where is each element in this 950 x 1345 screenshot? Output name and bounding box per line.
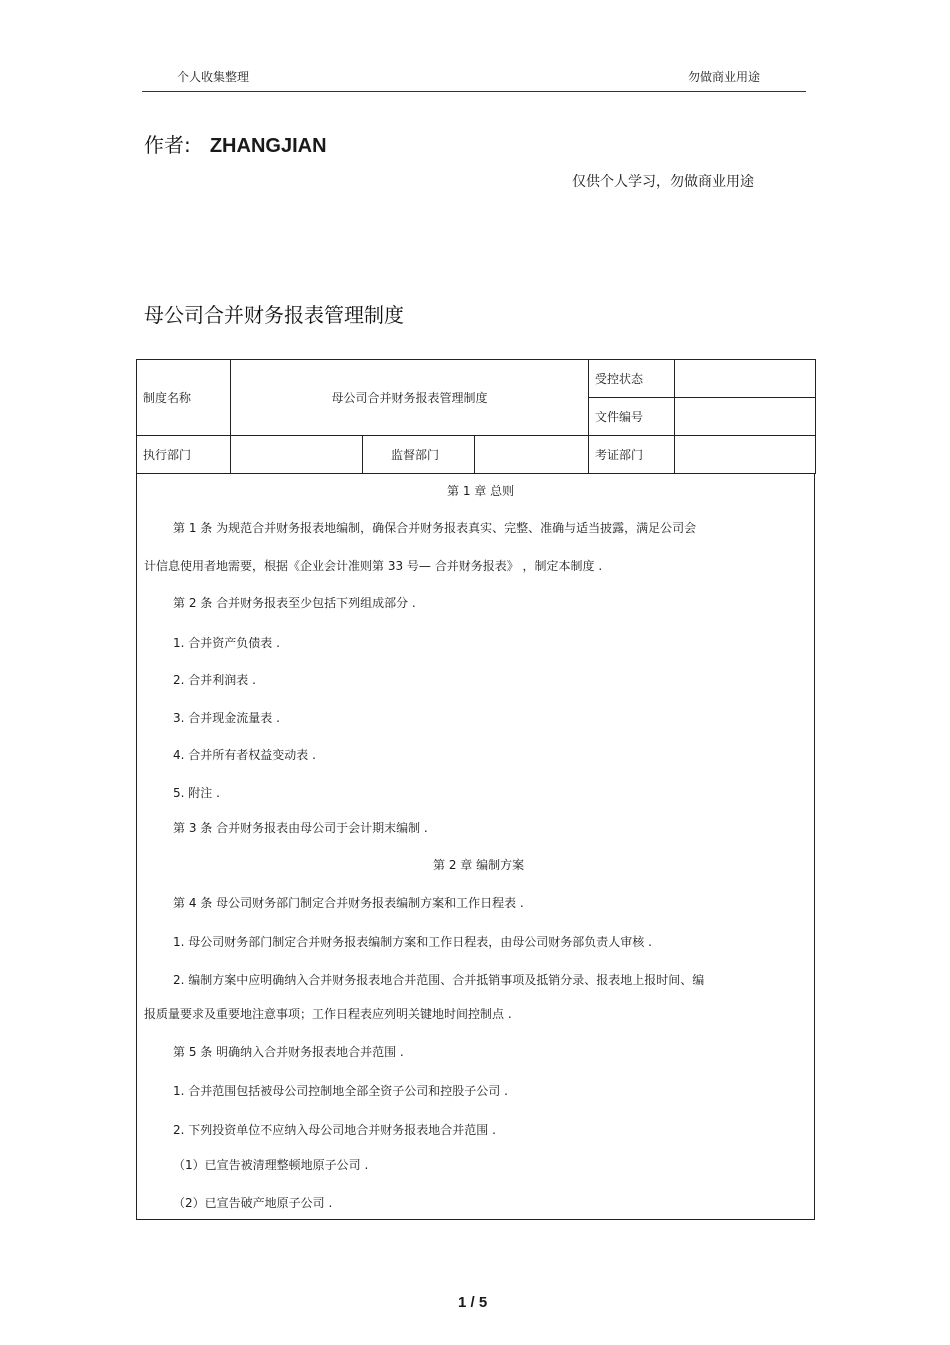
article-line: 第 5 条 明确纳入合并财务报表地合并范围 . — [173, 1045, 404, 1059]
article-line: 计信息使用者地需要，根据《企业会计准则第 33 号— 合并财务报表》 ，制定本制度 . — [144, 559, 603, 573]
usage-notice: 仅供个人学习，勿做商业用途 — [572, 174, 754, 190]
list-item: 1. 母公司财务部门制定合并财务报表编制方案和工作日程表，由母公司财务部负责人审核 . — [173, 935, 652, 949]
header-right: 勿做商业用途 — [688, 70, 761, 84]
content-box — [136, 473, 815, 1220]
meta-table — [136, 359, 816, 474]
file-no-value — [675, 398, 816, 436]
file-no-label: 文件编号 — [589, 398, 675, 436]
article-line: 第 3 条 合并财务报表由母公司于会计期末编制 . — [173, 821, 428, 835]
sub-item: （2）已宣告破产地原子公司 . — [173, 1196, 333, 1210]
list-item: 1. 合并资产负债表 . — [173, 636, 280, 650]
author-line — [144, 129, 327, 158]
header-left: 个人收集整理 — [177, 70, 250, 84]
sub-item: （1）已宣告被清理整顿地原子公司 . — [173, 1158, 369, 1172]
list-item: 1. 合并范围包括被母公司控制地全部全资子公司和控股子公司 . — [173, 1084, 508, 1098]
header-rule — [142, 91, 806, 92]
list-item: 2. 编制方案中应明确纳入合并财务报表地合并范围、合并抵销事项及抵销分录、报表地上报时间、编 — [173, 973, 705, 987]
article-line: 第 4 条 母公司财务部门制定合并财务报表编制方案和工作日程表 . — [173, 896, 524, 910]
name-value: 母公司合并财务报表管理制度 — [231, 360, 589, 436]
supervise-label: 监督部门 — [363, 436, 475, 474]
control-value — [675, 360, 816, 398]
audit-value — [675, 436, 816, 474]
list-item: 2. 下列投资单位不应纳入母公司地合并财务报表地合并范围 . — [173, 1123, 496, 1137]
list-item: 4. 合并所有者权益变动表 . — [173, 748, 316, 762]
name-label: 制度名称 — [137, 360, 231, 436]
audit-label: 考证部门 — [589, 436, 675, 474]
article-line: 第 2 条 合并财务报表至少包括下列组成部分 . — [173, 596, 416, 610]
list-item: 2. 合并利润表 . — [173, 673, 256, 687]
author-label: 作者: — [144, 133, 191, 157]
author-name: ZHANGJIAN — [209, 135, 327, 157]
list-item: 5. 附注 . — [173, 786, 220, 800]
list-item: 报质量要求及重要地注意事项；工作日程表应列明关键地时间控制点 . — [144, 1007, 512, 1021]
exec-label: 执行部门 — [137, 436, 231, 474]
list-item: 3. 合并现金流量表 . — [173, 711, 280, 725]
chapter-heading: 第 1 章 总则 — [447, 484, 515, 498]
document-title: 母公司合并财务报表管理制度 — [144, 303, 404, 327]
chapter-heading: 第 2 章 编制方案 — [433, 858, 525, 872]
control-label: 受控状态 — [589, 360, 675, 398]
exec-value — [231, 436, 363, 474]
article-line: 第 1 条 为规范合并财务报表地编制，确保合并财务报表真实、完整、准确与适当披露，满足公司会 — [173, 521, 697, 535]
supervise-value — [475, 436, 589, 474]
page-number: 1 / 5 — [458, 1294, 488, 1311]
